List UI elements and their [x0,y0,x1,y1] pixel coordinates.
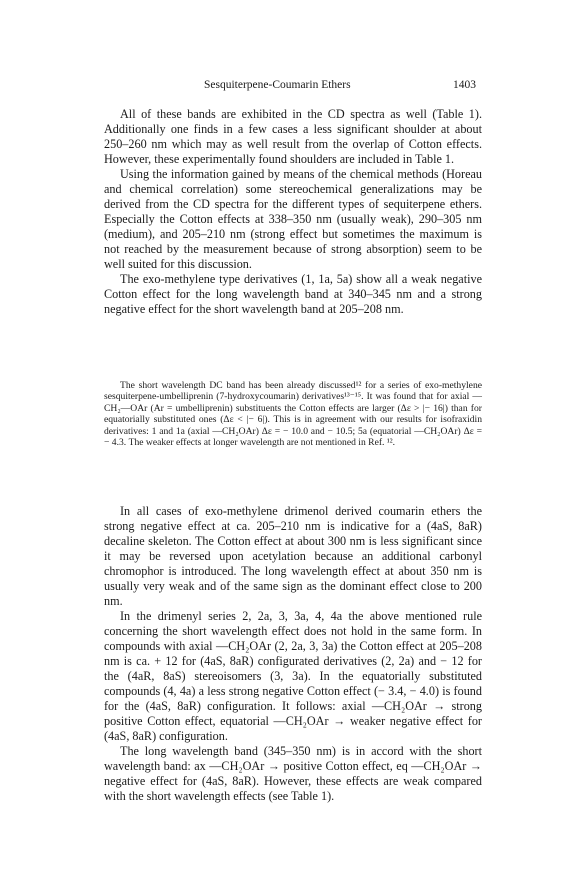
body-section-top [104,107,482,317]
small-print-note [104,380,482,448]
running-head [0,79,565,95]
paragraph: All of these bands are exhibited in the CD spectra as well (Table 1). Additionally one finds in a few cases a less significant shoulder at about 250–260 nm which may as well result from the overlap of Cotton effects. However, these experimentally found shoulders are included in Table 1. [104,107,482,166]
paragraph: In the drimenyl series 2, 2a, 3, 3a, 4, 4a the above mentioned rule concerning the short wavelength effect does not hold in the same form. In compounds with axial —CH₂OAr (2, 2a, 3, 3a) the Cotton effect at 205–208 nm is ca. + 12 for (4aS, 8aR) configurated derivatives (2, 2a) and − 12 for the (4aR, 8aS) stereoisomers (3, 3a). In the equatorially substituted compounds (4, 4a) a less strong negative Cotton effect (− 3.4, − 4.0) is found for the (4aS, 8aR) configuration. It follows: axial —CH₂OAr → strong positive Cotton effect, equatorial —CH₂OAr → weaker negative effect for (4aS, 8aR) configuration. [104,609,482,743]
page-number: 1403 [453,79,476,91]
body-section-bottom [104,504,482,804]
note-paragraph: The short wavelength DC band has been already discussed¹² for a series of exo-methylene sesquiterpene-umbelliprenin (7-hydroxycoumarin) derivatives¹³⁻¹⁵. It was found that for axial —CH₂—OAr (Ar = umbelliprenin) substituents the Cotton effects are larger (Δε > |− 16|) than for equatorially substituted ones (Δε < |− 6|). This is in agreement with our results for isofraxidin derivatives: 1 and 1a (axial —CH₂OAr) Δε = − 10.0 and − 10.5; 5a (equatorial —CH₂OAr) Δε = − 4.3. The weaker effects at longer wavelength are not mentioned in Ref. ¹². [104,380,482,449]
running-head-title: Sesquiterpene-Coumarin Ethers [204,79,351,91]
paragraph: In all cases of exo-methylene drimenol derived coumarin ethers the strong negative effect at ca. 205–210 nm is indicative for a (4aS, 8aR) decaline skeleton. The Cotton effect at about 300 nm is less significant since it may be reversed upon acetylation because an additional carbonyl chromophor is introduced. The long wavelength effect at about 350 nm is usually very weak and of the same sign as the dominant effect close to 200 nm. [104,504,482,608]
paragraph: The long wavelength band (345–350 nm) is in accord with the short wavelength band: ax —CH₂OAr → positive Cotton effect, eq —CH₂OAr → negative effect for (4aS, 8aR). However, these effects are weak compared with the short wavelength effects (see Table 1). [104,744,482,803]
paragraph: The exo-methylene type derivatives (1, 1a, 5a) show all a weak negative Cotton effect for the long wavelength band at 340–345 nm and a strong negative effect for the short wavelength band at 205–208 nm. [104,272,482,316]
paragraph: Using the information gained by means of the chemical methods (Horeau and chemical correlation) some stereochemical generalizations may be derived from the CD spectra for the different types of sequiterpene ethers. Especially the Cotton effects at 338–350 nm (usually weak), 290–305 nm (medium), and 205–210 nm (strong effect but sometimes the maximum is not reached by the measurement because of strong absorption) seem to be well suited for this discussion. [104,167,482,271]
